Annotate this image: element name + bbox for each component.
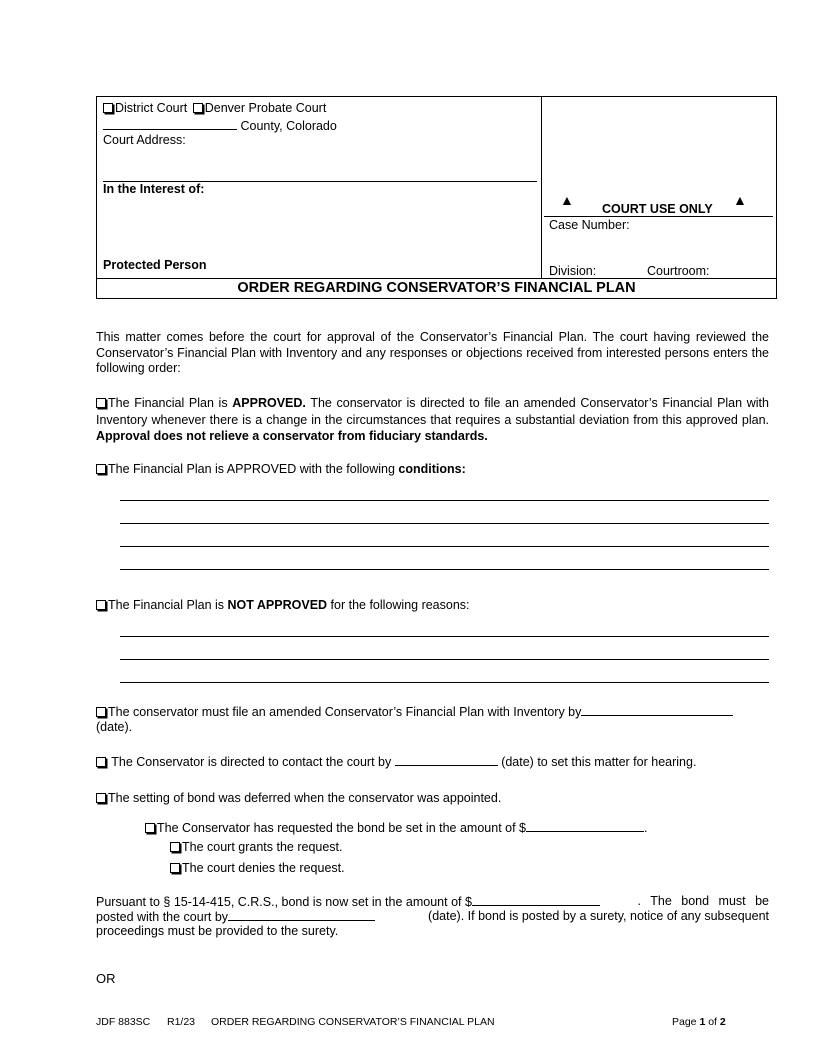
- approved-checkbox[interactable]: [96, 398, 106, 408]
- bond-deferred-text: The setting of bond was deferred when the conservator was appointed.: [108, 791, 502, 805]
- not-approved-checkbox[interactable]: [96, 600, 106, 610]
- conditions-lead: The Financial Plan is APPROVED with the following: [108, 462, 399, 476]
- footer-form-id: JDF 883SC: [96, 1016, 151, 1028]
- intro-paragraph: This matter comes before the court for approval of the Conservator’s Financial Plan. The court having reviewed the Conservator’s Financial Plan with Inventory and any responses or objections received from interested persons enters the following order:: [96, 330, 769, 375]
- pursuant-line-2: [96, 909, 769, 924]
- title-divider: [96, 278, 777, 279]
- pursuant-line-1-lead-group: [96, 894, 600, 909]
- grants-option: [170, 840, 343, 854]
- footer-form-title: ORDER REGARDING CONSERVATOR’S FINANCIAL PLAN: [211, 1016, 495, 1028]
- not-approved-bold: NOT APPROVED: [227, 598, 328, 612]
- court-address-label: Court Address:: [103, 133, 186, 147]
- approved-bold-tail: Approval does not relieve a conservator from fiduciary standards.: [96, 429, 488, 443]
- denver-probate-label: Denver Probate Court: [204, 101, 327, 115]
- bond-requested-checkbox[interactable]: [145, 823, 155, 833]
- court-type-row: [103, 101, 326, 115]
- grants-text: The court grants the request.: [182, 840, 343, 854]
- page-label: Page: [672, 1016, 700, 1028]
- grants-checkbox[interactable]: [170, 842, 180, 852]
- pursuant-line-1: [96, 894, 769, 909]
- up-arrow-right-icon: ▲: [733, 192, 747, 208]
- bond-requested-tail: .: [644, 821, 648, 835]
- approved-keyword: APPROVED.: [232, 396, 306, 410]
- conditions-line-3[interactable]: [120, 546, 769, 547]
- approved-option: [96, 395, 769, 445]
- posted-by-lead: posted with the court by: [96, 910, 229, 924]
- denies-text: The court denies the request.: [182, 861, 345, 875]
- amended-checkbox[interactable]: [96, 707, 106, 717]
- county-blank[interactable]: [103, 118, 237, 130]
- page-number: 1: [699, 1016, 706, 1028]
- not-approved-rest: for the following reasons:: [327, 598, 470, 612]
- reasons-line-2[interactable]: [120, 659, 769, 660]
- posted-by-tail: (date). If bond is posted by a surety, notice of any subsequent: [428, 909, 769, 923]
- county-label: County, Colorado: [240, 119, 337, 133]
- interest-label: In the Interest of:: [103, 182, 205, 196]
- amended-date-blank[interactable]: [581, 704, 733, 716]
- district-court-label: District Court: [115, 101, 188, 115]
- bond-deferred-checkbox[interactable]: [96, 793, 106, 803]
- conditions-line-2[interactable]: [120, 523, 769, 524]
- bond-requested-option: [145, 820, 647, 835]
- courtroom-label: Courtroom:: [647, 264, 710, 278]
- reasons-line-3[interactable]: [120, 682, 769, 683]
- reasons-line-1[interactable]: [120, 636, 769, 637]
- pursuant-amount-tail: . The bond must be: [637, 894, 769, 908]
- not-approved-option: [96, 598, 470, 612]
- contact-checkbox[interactable]: [96, 757, 106, 767]
- district-court-checkbox[interactable]: [103, 103, 113, 113]
- amended-date-label: (date).: [96, 720, 133, 734]
- court-use-line: [544, 216, 773, 217]
- posted-by-date-blank[interactable]: [228, 909, 375, 921]
- court-use-only-label: COURT USE ONLY: [602, 202, 713, 216]
- amended-text: The conservator must file an amended Conservator’s Financial Plan with Inventory by: [108, 705, 582, 719]
- bond-deferred-option: [96, 791, 501, 805]
- protected-person-label: Protected Person: [103, 258, 207, 272]
- conditions-line-4[interactable]: [120, 569, 769, 570]
- conditions-checkbox[interactable]: [96, 464, 106, 474]
- page-title: ORDER REGARDING CONSERVATOR’S FINANCIAL PLAN: [237, 280, 636, 296]
- pursuant-amount-lead: Pursuant to § 15-14-415, C.R.S., bond is now set in the amount of $: [96, 895, 472, 909]
- pursuant-line-2-lead-group: [96, 909, 375, 924]
- contact-date-blank[interactable]: [395, 754, 498, 766]
- caption-divider: [541, 96, 542, 278]
- case-number-label: Case Number:: [549, 218, 630, 232]
- bond-amount-blank[interactable]: [526, 820, 644, 832]
- not-approved-lead: The Financial Plan is: [108, 598, 228, 612]
- footer-revision: R1/23: [167, 1016, 196, 1028]
- contact-option: [96, 754, 696, 769]
- approved-lead: The Financial Plan is: [108, 396, 233, 410]
- bond-requested-lead: The Conservator has requested the bond be set in the amount of $: [157, 821, 526, 835]
- contact-lead: The Conservator is directed to contact the court by: [108, 755, 395, 769]
- pursuant-line-3: proceedings must be provided to the surety.: [96, 924, 339, 938]
- county-row: [103, 118, 337, 133]
- denies-option: [170, 861, 345, 875]
- pursuant-amount-blank[interactable]: [472, 894, 600, 906]
- division-label: Division:: [549, 264, 597, 278]
- conditions-line-1[interactable]: [120, 500, 769, 501]
- conditions-option: [96, 462, 466, 476]
- conditions-bold: conditions:: [398, 462, 466, 476]
- approved-rest: The conservator is directed to file an amended Conservator’s Financial Plan with Inventory whenever there is a change in the circumstances that requires a substantial deviation from this approved plan.: [96, 396, 769, 427]
- denver-probate-checkbox[interactable]: [193, 103, 203, 113]
- page-total: 2: [719, 1016, 726, 1028]
- contact-tail: (date) to set this matter for hearing.: [497, 755, 697, 769]
- of-label: of: [705, 1016, 720, 1028]
- or-label: OR: [96, 971, 116, 986]
- footer-page: [672, 1016, 726, 1028]
- denies-checkbox[interactable]: [170, 863, 180, 873]
- up-arrow-left-icon: ▲: [560, 192, 574, 208]
- amended-option: [96, 704, 733, 719]
